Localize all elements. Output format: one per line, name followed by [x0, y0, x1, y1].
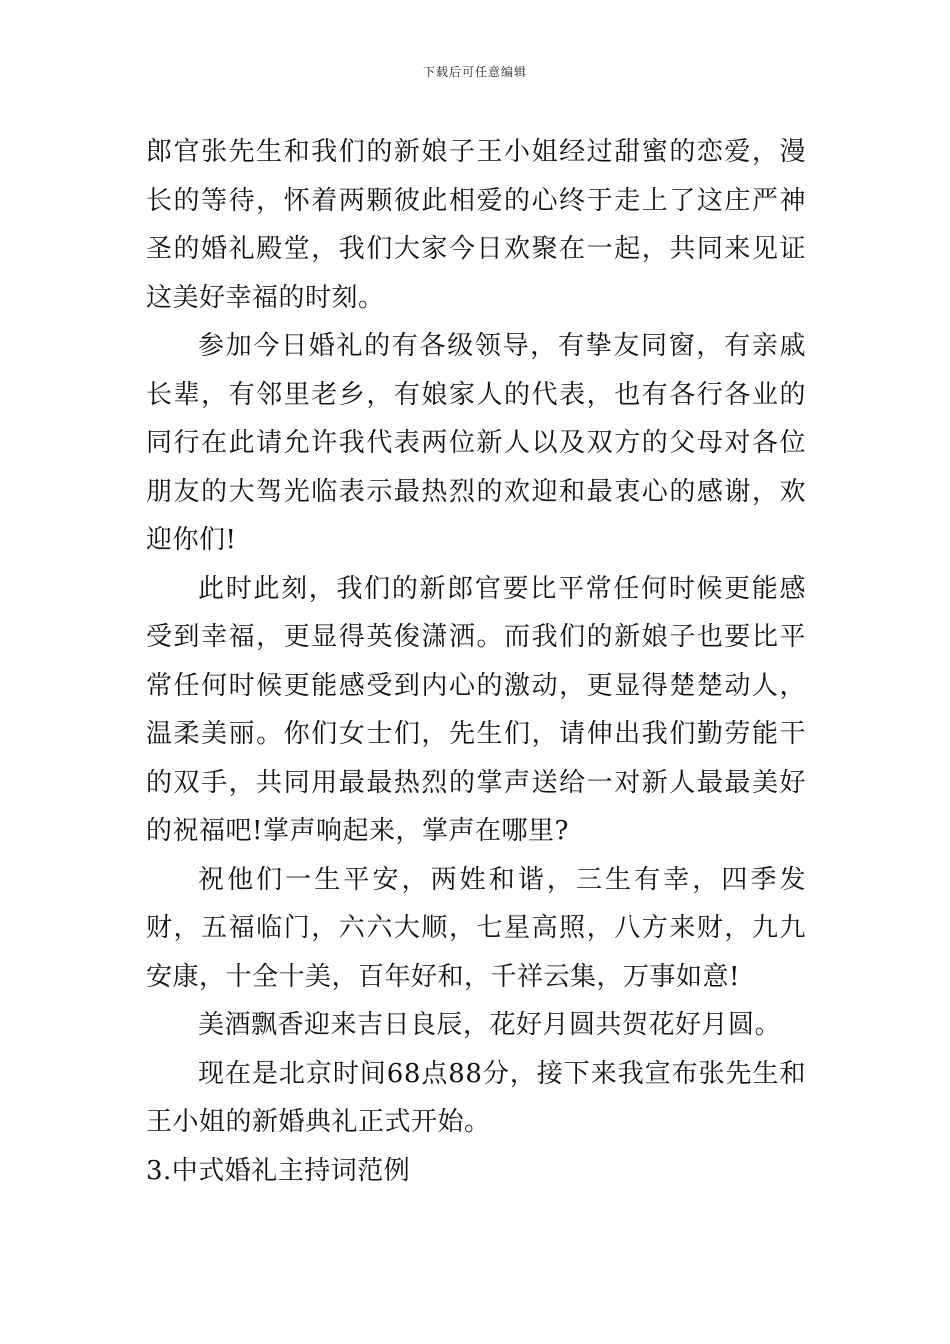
- paragraph-moment: 此时此刻，我们的新郎官要比平常任何时候更能感受到幸福，更显得英俊潇洒。而我们的新娘子也要比平常任何时候更能感受到内心的激动，更显得楚楚动人，温柔美丽。你们女士们，先生们，请伸出我们勤劳能干的双手，共同用最最热烈的掌声送给一对新人最最美好的祝福吧!掌声响起来，掌声在哪里?: [146, 573, 806, 846]
- paragraph-continuation: 郎官张先生和我们的新娘子王小姐经过甜蜜的恋爱，漫长的等待，怀着两颗彼此相爱的心终于走上了这庄严神圣的婚礼殿堂，我们大家今日欢聚在一起，共同来见证这美好幸福的时刻。: [146, 137, 806, 313]
- document-body: [146, 128, 806, 1195]
- paragraph-guests: 参加今日婚礼的有各级领导，有挚友同窗，有亲戚长辈，有邻里老乡，有娘家人的代表，也有各行各业的同行在此请允许我代表两位新人以及双方的父母对各位朋友的大驾光临表示最热烈的欢迎和最衷心的感谢，欢迎你们!: [146, 331, 806, 555]
- paragraph-blessings: 祝他们一生平安，两姓和谐，三生有幸，四季发财，五福临门，六六大顺，七星高照，八方来财，九九安康，十全十美，百年好和，千祥云集，万事如意!: [146, 864, 806, 992]
- section-heading: 3.中式婚礼主持词范例: [146, 1155, 411, 1186]
- page-header: 下载后可任意编辑: [422, 65, 527, 79]
- paragraph-announcement: 现在是北京时间68点88分，接下来我宣布张先生和王小姐的新婚典礼正式开始。: [146, 1058, 806, 1137]
- paragraph-wine: 美酒飘香迎来吉日良辰，花好月圆共贺花好月圆。: [198, 1010, 782, 1040]
